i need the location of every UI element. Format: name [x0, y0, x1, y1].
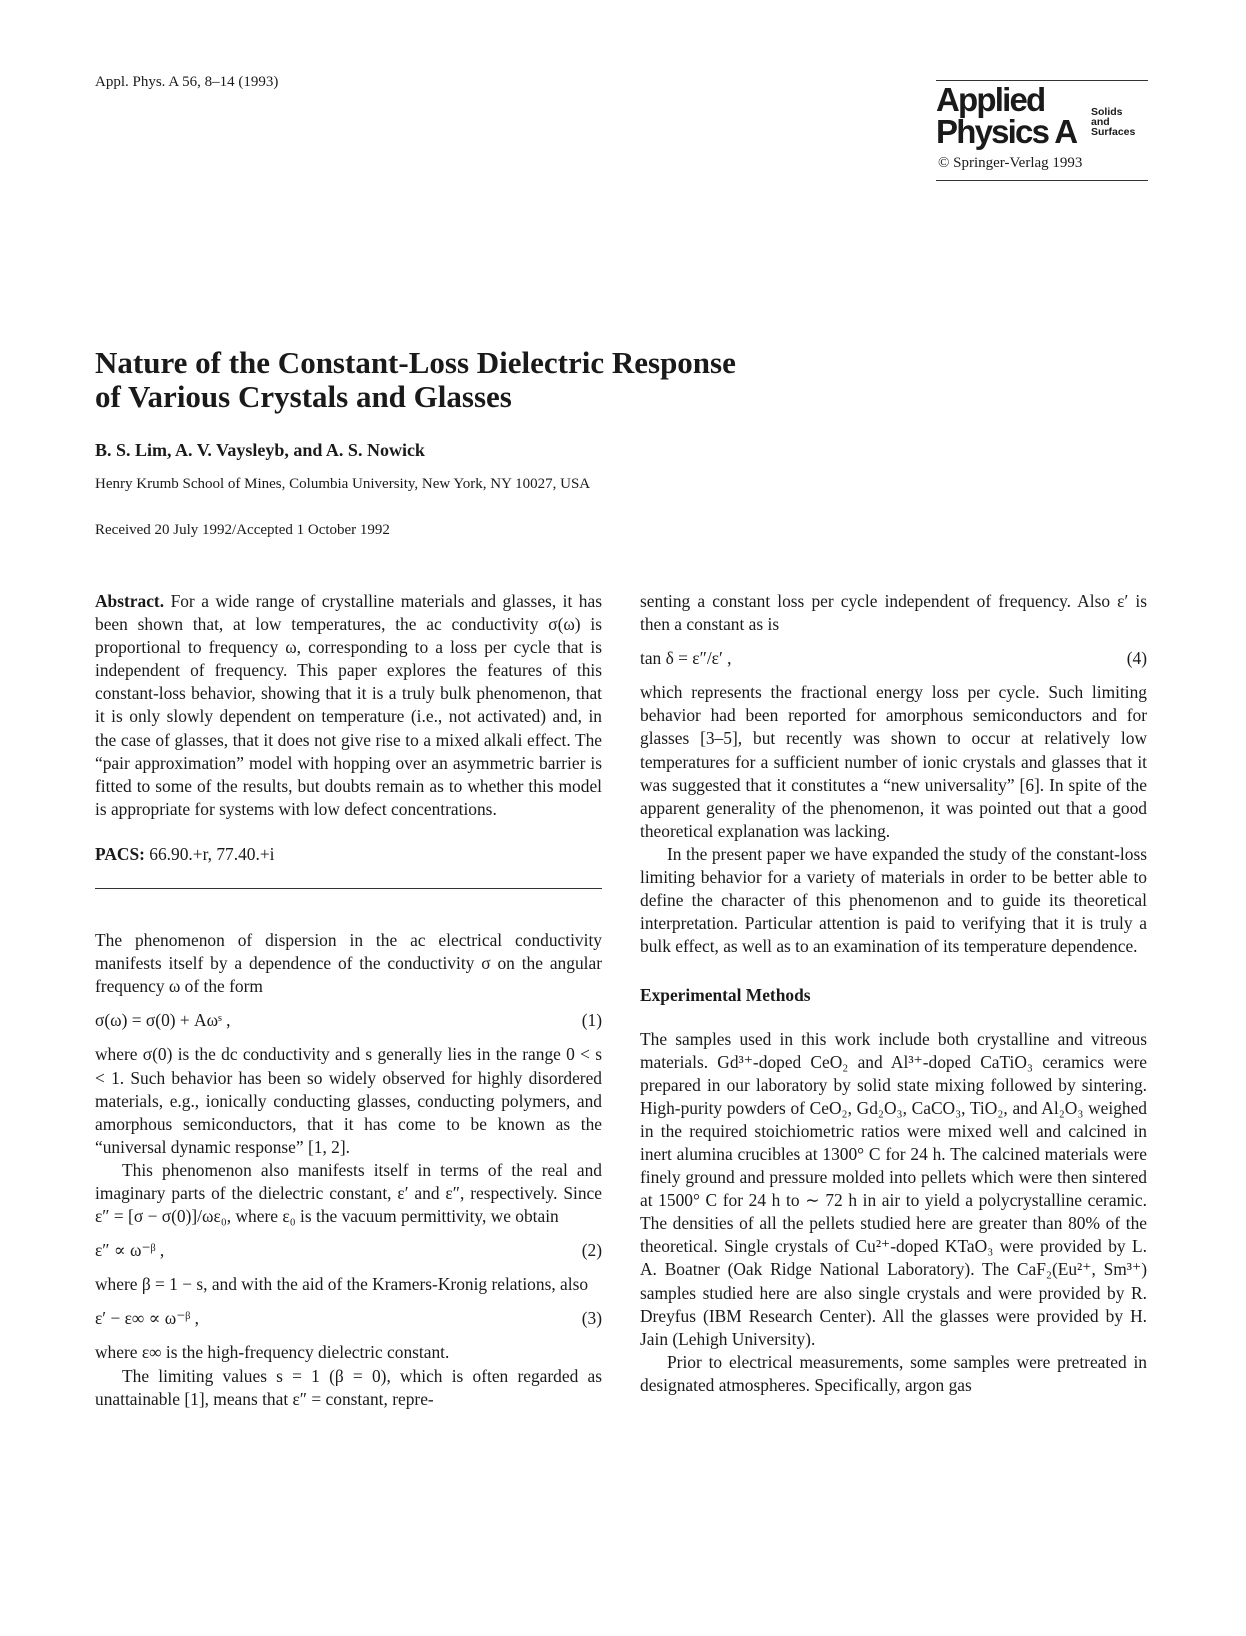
- equation-1: σ(ω) = σ(0) + Aωˢ , (1): [95, 1009, 602, 1032]
- body-paragraph: where σ(0) is the dc conductivity and s generally lies in the range 0 < s < 1. Such behavior has been so widely observed for highly disordered materials, e.g., ionically conducting glasses, conducting polymers, and amorphous semiconductors, that it has come to be known as the “universal dynamic response” [1, 2].: [95, 1044, 602, 1157]
- body-paragraph: Prior to electrical measurements, some samples were pretreated in designated atmospheres. Specifically, argon gas: [640, 1351, 1147, 1395]
- body-paragraph: which represents the fractional energy loss per cycle. Such limiting behavior had been reported for amorphous semiconductors and for glasses [3–5], but recently was shown to occur at relatively low temperatures for a sufficient number of ionic crystals and glasses that it was suggested that it constitutes a “new universality” [6]. In spite of the apparent generality of the phenomenon, it was pointed out that a good theoretical explanation was lacking.: [640, 682, 1147, 841]
- body-paragraph: senting a constant loss per cycle independent of frequency. Also ε′ is then a constant as is: [640, 591, 1147, 635]
- paper-title-line2: of Various Crystals and Glasses: [95, 379, 512, 414]
- abstract: [95, 590, 602, 821]
- equation-2: ε″ ∝ ω⁻ᵝ , (2): [95, 1239, 602, 1262]
- paper-title: [95, 346, 895, 414]
- pacs-value: 66.90.+r, 77.40.+i: [149, 843, 275, 864]
- pacs-label: PACS:: [95, 843, 145, 864]
- journal-logo-subtitle: Solids and Surfaces: [1091, 106, 1136, 138]
- body-paragraph: The phenomenon of dispersion in the ac electrical conductivity manifests itself by a dependence of the conductivity σ on the angular frequency ω of the form: [95, 930, 602, 997]
- paper-title-line1: Nature of the Constant-Loss Dielectric Response: [95, 345, 736, 380]
- abstract-divider: [95, 888, 602, 889]
- abstract-label: Abstract.: [95, 591, 165, 611]
- equation-number: (4): [1126, 648, 1147, 669]
- equation-number: (1): [581, 1010, 602, 1031]
- left-column: [95, 590, 602, 1411]
- equation-3: ε′ − ε∞ ∝ ω⁻ᵝ , (3): [95, 1307, 602, 1330]
- body-paragraph: This phenomenon also manifests itself in terms of the real and imaginary parts of the dielectric constant, ε′ and ε″, respectively. Since ε″ = [σ − σ(0)]/ωε₀, where ε₀ is the vacuum permittivity, we obtain: [95, 1159, 602, 1227]
- journal-logo-line2: Physics A: [936, 113, 1077, 150]
- body-paragraph: where β = 1 − s, and with the aid of the Kramers-Kronig relations, also: [95, 1274, 589, 1295]
- abstract-text: For a wide range of crystalline materials and glasses, it has been shown that, at low temperatures, the ac conductivity σ(ω) is proportional to frequency ω, corresponding to a loss per cycle that is independent of frequency. This paper explores the features of this constant-loss behavior, showing that it is a truly bulk phenomenon, that it is only slowly dependent on temperature (i.e., not activated) and, in the case of glasses, that it does not give rise to a mixed alkali effect. The “pair approximation” model with hopping over an asymmetric barrier is fitted to some of the results, but doubts remain as to whether this model is appropriate for systems with low defect concentrations.: [95, 591, 602, 819]
- authors: B. S. Lim, A. V. Vaysleyb, and A. S. Nowick: [95, 440, 425, 460]
- right-column: [640, 590, 1147, 1397]
- copyright: © Springer-Verlag 1993: [938, 155, 1083, 171]
- received-date: Received 20 July 1992/Accepted 1 October 1992: [95, 522, 390, 538]
- masthead-bottom-rule: [936, 180, 1148, 181]
- journal-citation: Appl. Phys. A 56, 8–14 (1993): [95, 74, 279, 90]
- journal-logo-line1: Applied: [936, 81, 1045, 118]
- equation-number: (3): [581, 1308, 602, 1329]
- equation-number: (2): [581, 1240, 602, 1261]
- journal-logo: [936, 81, 1148, 153]
- equation-4: tan δ = ε″/ε′ , (4): [640, 647, 1147, 670]
- affiliation: Henry Krumb School of Mines, Columbia University, New York, NY 10027, USA: [95, 476, 591, 492]
- journal-masthead: [936, 80, 1148, 181]
- body-paragraph: In the present paper we have expanded the study of the constant-loss limiting behavior for a variety of materials in order to be better able to define the character of this phenomenon and to guide its theoretical interpretation. Particular attention is paid to verifying that it is truly a bulk effect, as well as to an examination of its temperature dependence.: [640, 843, 1147, 957]
- pacs: [95, 843, 602, 866]
- section-heading: Experimental Methods: [640, 985, 811, 1006]
- body-paragraph: The samples used in this work include both crystalline and vitreous materials. Gd³⁺-doped CeO₂ and Al³⁺-doped CaTiO₃ ceramics were prepared in our laboratory by solid state mixing followed by sintering. High-purity powders of CeO₂, Gd₂O₃, CaCO₃, TiO₂, and Al₂O₃ weighed in the required stoichiometric ratios were mixed well and calcined in inert alumina crucibles at 1300° C for 24 h. The calcined materials were finely ground and pressure molded into pellets which were then sintered at 1500° C for 24 h to ∼ 72 h in air to yield a polycrystalline ceramic. The densities of all the pellets studied here are greater than 80% of the theoretical. Single crystals of Cu²⁺-doped KTaO₃ were provided by L. A. Boatner (Oak Ridge National Laboratory). The CaF₂(Eu²⁺, Sm³⁺) samples studied here are also single crystals and were provided by R. Dreyfus (IBM Research Center). All the glasses were provided by H. Jain (Lehigh University).: [640, 1028, 1147, 1349]
- body-paragraph: where ε∞ is the high-frequency dielectric constant.: [95, 1342, 450, 1363]
- body-paragraph: The limiting values s = 1 (β = 0), which is often regarded as unattainable [1], means that ε″ = constant, repre-: [95, 1365, 602, 1409]
